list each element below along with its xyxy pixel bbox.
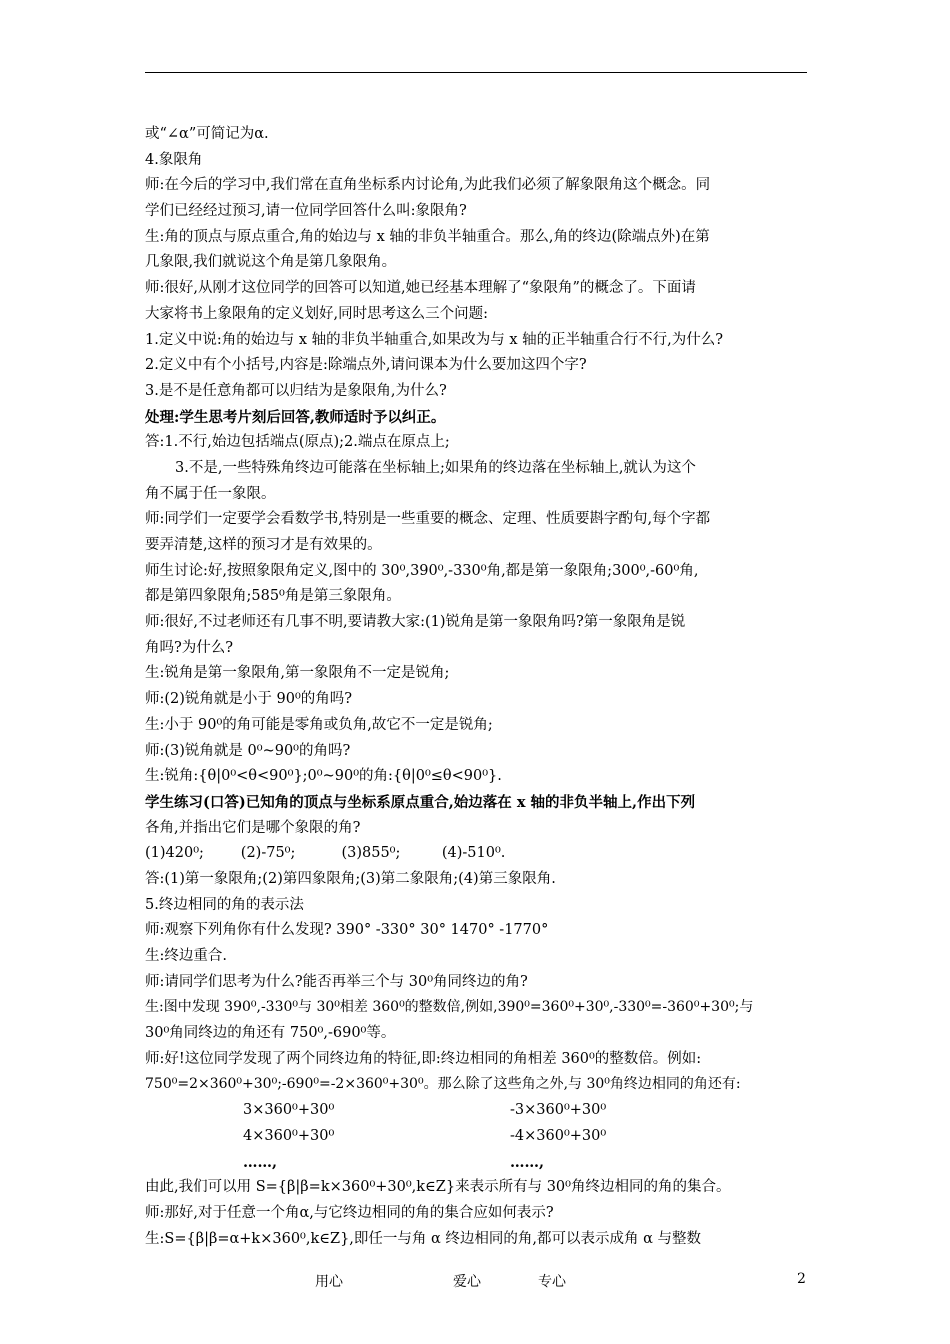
text-line: 要弄清楚,这样的预习才是有效果的。 [145,537,382,553]
text-line: 生:小于 90⁰的角可能是零角或负角,故它不一定是锐角; [145,716,493,733]
text-line: 都是第四象限角;585⁰角是第三象限角。 [145,588,401,605]
text-line: 生:锐角:{θ|0⁰<θ<90⁰};0⁰~90⁰的角:{θ|0⁰≤θ<90⁰}. [145,768,502,785]
text-line: 师:观察下列角你有什么发现? 390° -330° 30° 1470° -1770° [145,922,549,939]
question-1: 1.定义中说:角的始边与 x 轴的非负半轴重合,如果改为与 x 轴的正半轴重合行不行,为什么? [145,331,724,348]
text-line: 师:同学们一定要学会看数学书,特别是一些重要的概念、定理、性质要斟字酌句,每个字都 [145,511,711,528]
math-left: 3×360⁰+30⁰ [243,1102,335,1119]
page-number: 2 [797,1271,806,1287]
text-line: 由此,我们可以用 S={β|β=k×360⁰+30⁰,k∈Z}来表示所有与 30⁰角终边相同的角的集合。 [145,1179,731,1196]
text-line: 师:很好,不过老师还有几事不明,要请教大家:(1)锐角是第一象限角吗?第一象限角是锐 [145,614,686,631]
math-right: -4×360⁰+30⁰ [510,1127,607,1144]
footer-word: 专心 [538,1274,566,1290]
answer-line: 答:(1)第一象限角;(2)第四象限角;(3)第二象限角;(4)第三象限角. [145,870,556,887]
text-line: 师:很好,从刚才这位同学的回答可以知道,她已经基本理解了“象限角”的概念了。下面请 [145,280,696,297]
math-row [145,1098,810,1124]
exercise-items: (1)420⁰; (2)-75⁰; (3)855⁰; (4)-510⁰. [145,845,506,862]
text-line: 或“∠α”可简记为α. [145,126,269,142]
header-rule [145,72,807,73]
text-line: 师:在今后的学习中,我们常在直角坐标系内讨论角,为此我们必须了解象限角这个概念。同 [145,177,711,194]
text-line: 生:角的顶点与原点重合,角的始边与 x 轴的非负半轴重合。那么,角的终边(除端点外)在第 [145,228,710,245]
text-line: 大家将书上象限角的定义划好,同时思考这么三个问题: [145,305,488,322]
text-line: 几象限,我们就说这个角是第几象限角。 [145,254,397,271]
text-line: 师:那好,对于任意一个角α,与它终边相同的角的集合应如何表示? [145,1204,554,1221]
footer-word: 爱心 [453,1274,481,1290]
text-line: 3.不是,一些特殊角终边可能落在坐标轴上;如果角的终边落在坐标轴上,就认为这个 [175,459,696,476]
processing-note: 处理:学生思考片刻后回答,教师适时予以纠正。 [145,408,446,426]
section-heading: 5.终边相同的角的表示法 [145,896,304,913]
section-heading: 4.象限角 [145,151,203,168]
math-right: -3×360⁰+30⁰ [510,1102,607,1119]
footer-word: 用心 [315,1274,343,1290]
math-row [145,1124,810,1150]
text-line: 角不属于任一象限。 [145,485,276,502]
text-line: 师生讨论:好,按照象限角定义,图中的 30⁰,390⁰,-330⁰角,都是第一象限角;300⁰,-60⁰角, [145,562,699,579]
math-left: 4×360⁰+30⁰ [243,1127,335,1144]
math-left: ……, [243,1153,278,1171]
text-line: 师:(3)锐角就是 0⁰~90⁰的角吗? [145,742,351,759]
text-line: 750⁰=2×360⁰+30⁰;-690⁰=-2×360⁰+30⁰。那么除了这些角之外,与 30⁰角终边相同的角还有: [145,1076,741,1093]
exercise-line [145,790,810,816]
exercise-label: 学生练习(口答) [145,793,246,811]
text-line: 生:图中发现 390⁰,-330⁰与 30⁰相差 360⁰的整数倍,例如,390⁰=360⁰+30⁰,-330⁰=-360⁰+30⁰;与 [145,999,754,1016]
math-row [145,1150,810,1176]
text-line: 师:请同学们思考为什么?能否再举三个与 30⁰角同终边的角? [145,973,528,990]
text-line: 各角,并指出它们是哪个象限的角? [145,819,361,836]
text-line: 答:1.不行,始边包括端点(原点);2.端点在原点上; [145,434,450,451]
question-2: 2.定义中有个小括号,内容是:除端点外,请问课本为什么要加这四个字? [145,357,587,374]
text-line: 生:S={β|β=α+k×360⁰,k∈Z},即任一与角 α 终边相同的角,都可以表示成角 α 与整数 [145,1230,702,1247]
question-3: 3.是不是任意角都可以归结为是象限角,为什么? [145,382,447,399]
text-line: 师:(2)锐角就是小于 90⁰的角吗? [145,691,353,708]
document-body [145,122,810,1252]
exercise-text: 已知角的顶点与坐标系原点重合,始边落在 x 轴的非负半轴上,作出下列 [245,793,696,811]
text-line: 生:终边重合. [145,948,227,964]
text-line: 30⁰角同终边的角还有 750⁰,-690⁰等。 [145,1025,396,1042]
text-line: 角吗?为什么? [145,639,234,656]
text-line: 生:锐角是第一象限角,第一象限角不一定是锐角; [145,665,450,682]
text-line: 师:好!这位同学发现了两个同终边角的特征,即:终边相同的角相差 360⁰的整数倍。例如: [145,1050,702,1067]
text-line: 学们已经经过预习,请一位同学回答什么叫:象限角? [145,203,467,220]
math-right: ……, [510,1153,545,1171]
